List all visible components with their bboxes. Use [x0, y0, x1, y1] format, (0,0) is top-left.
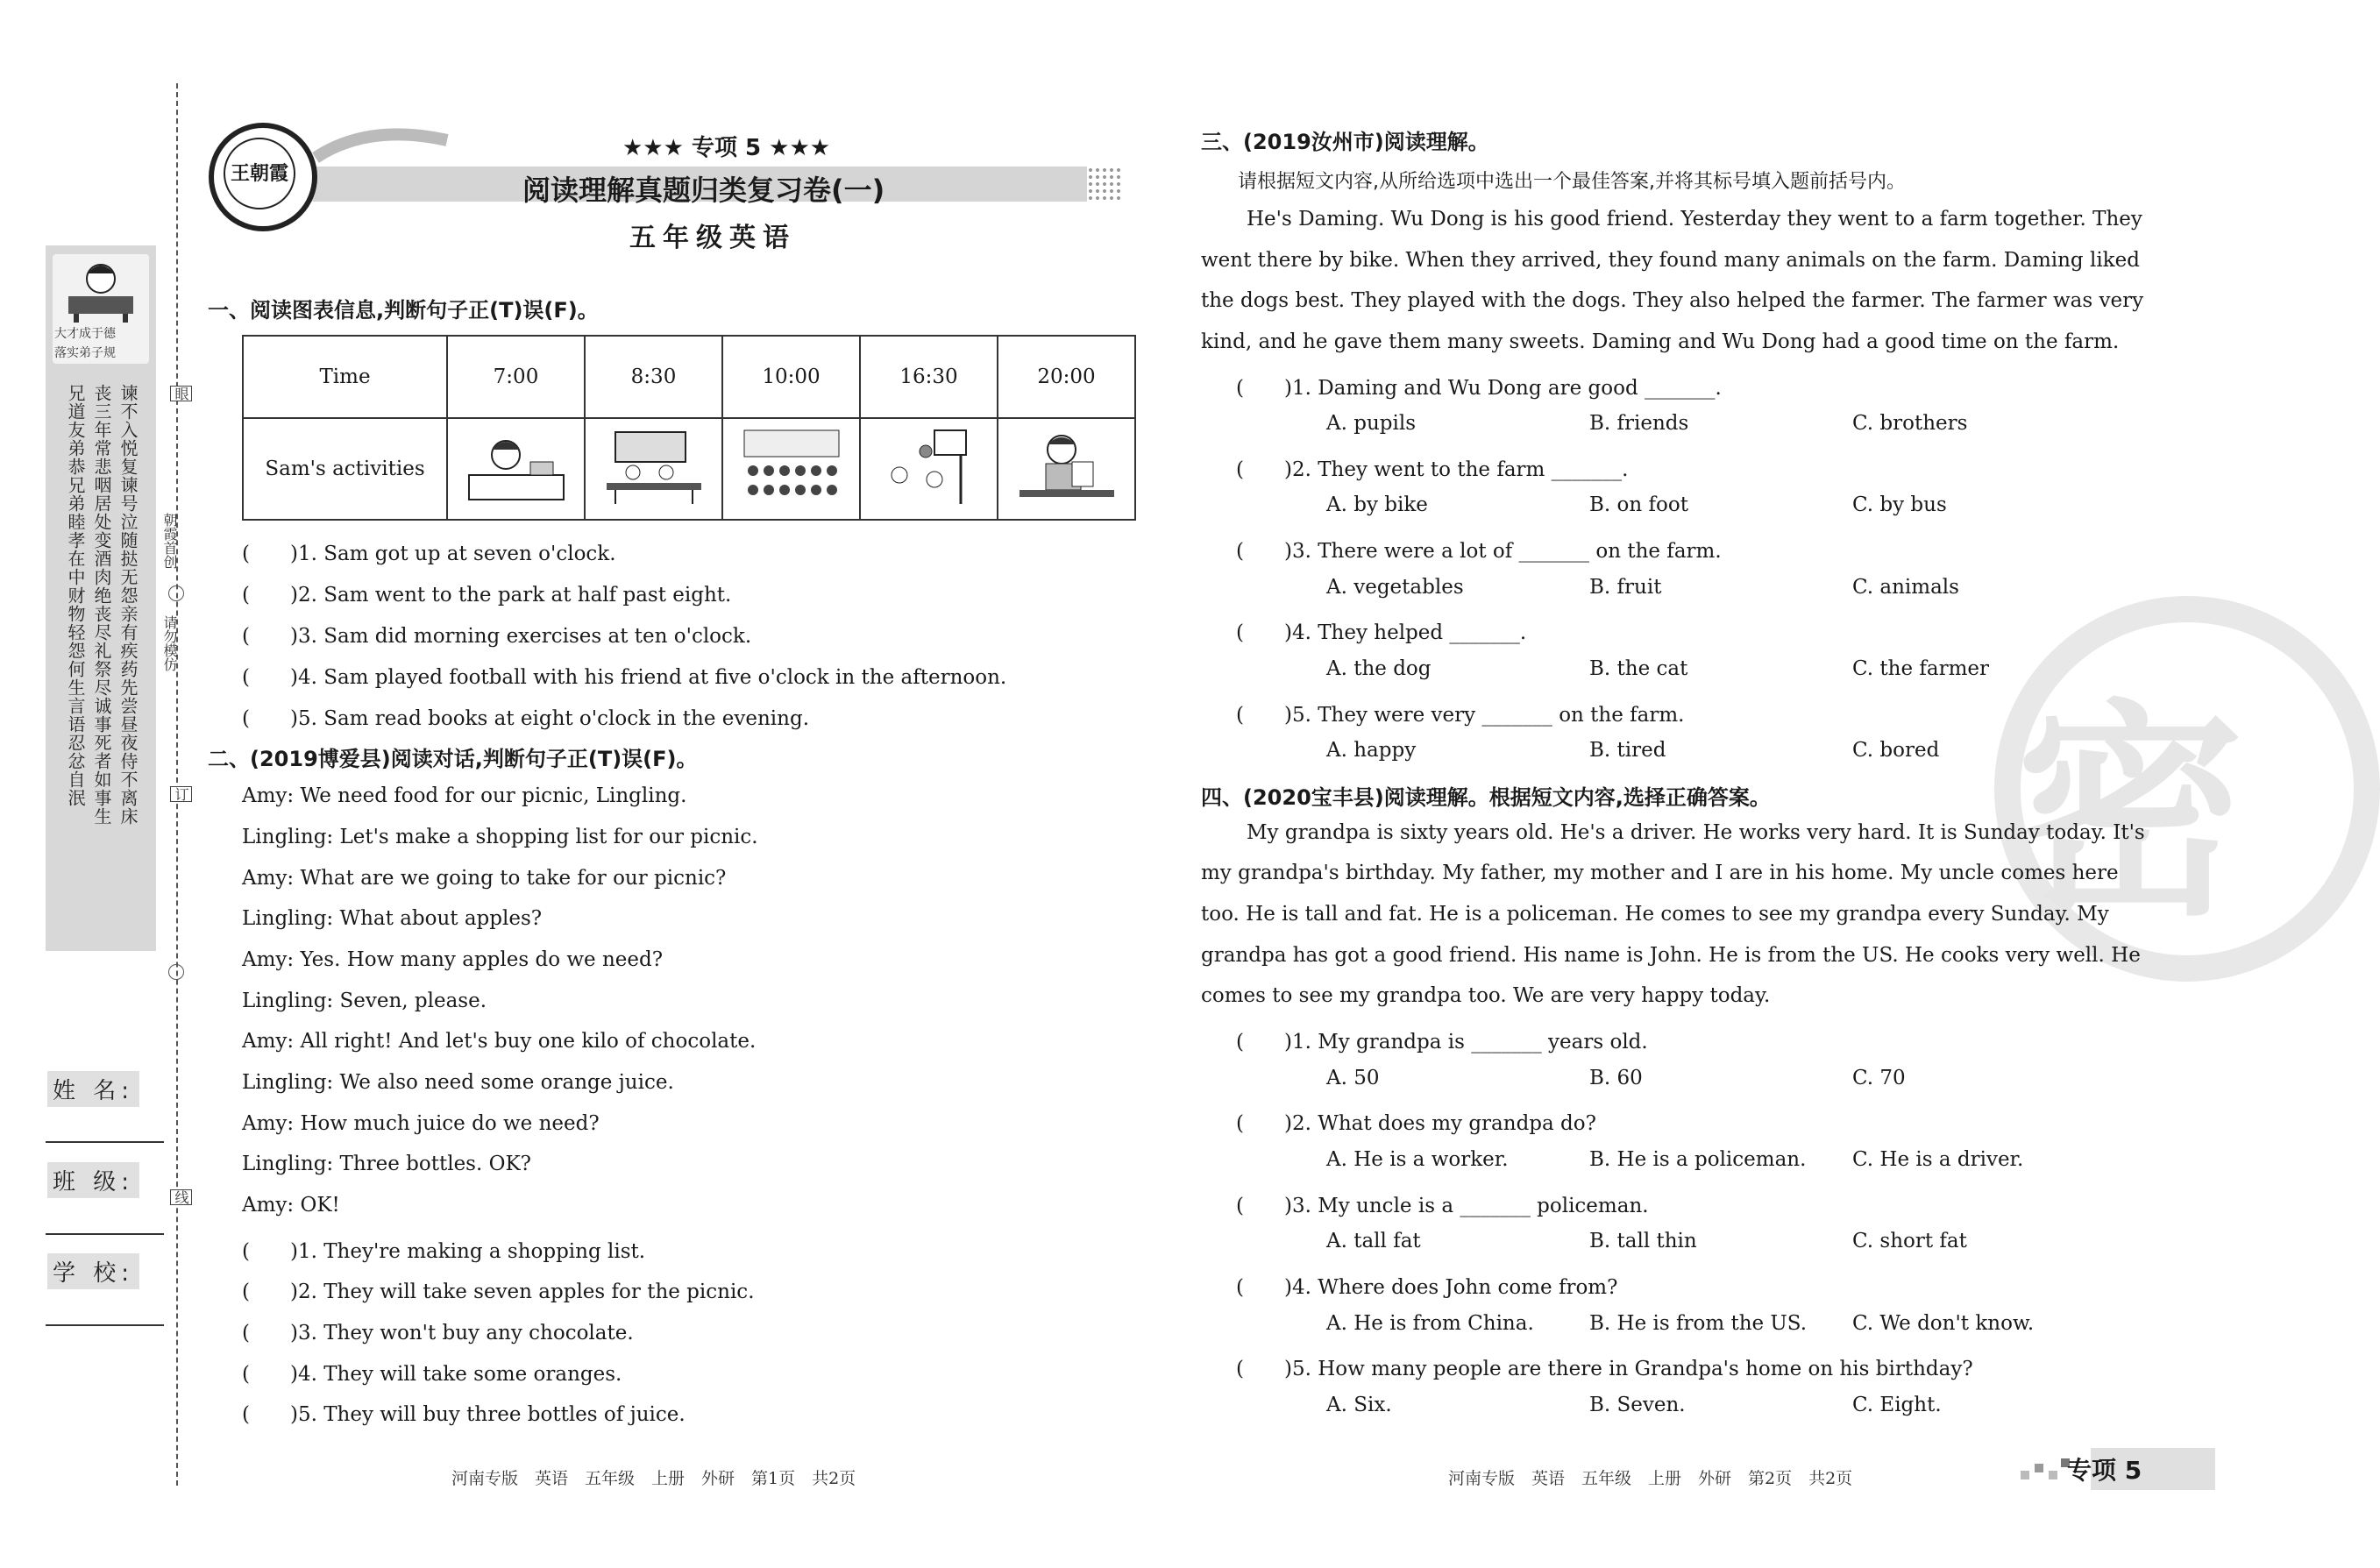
tag-ding: 订	[170, 786, 192, 802]
option-a: A. tall fat	[1326, 1230, 1421, 1252]
question-3-4: ( )4. They helped _______.	[1236, 621, 1527, 644]
name-label: 姓 名:	[47, 1071, 139, 1107]
dialogue-line: Lingling: Let's make a shopping list for our picnic.	[242, 826, 758, 848]
table-header-time: Time	[243, 336, 447, 418]
page-subtitle: 五年级英语	[629, 223, 796, 253]
option-b: B. tired	[1589, 739, 1666, 762]
passage-line: the dogs best. They played with the dogs. They also helped the farmer. The farmer was very	[1201, 289, 2144, 312]
activity-cell	[998, 418, 1135, 520]
option-c: C. We don't know.	[1852, 1312, 2035, 1335]
question-4-3: ( )3. My uncle is a _______ policeman.	[1236, 1195, 1649, 1217]
option-c: C. short fat	[1852, 1230, 1967, 1252]
question-2-2: ( )2. They will take seven apples for the picnic.	[242, 1281, 755, 1303]
school-label: 学 校:	[47, 1253, 139, 1289]
option-b: B. tall thin	[1589, 1230, 1697, 1252]
option-a: A. 50	[1326, 1067, 1380, 1089]
ribbon-decoration	[316, 114, 456, 167]
section-3-instruction: 请根据短文内容,从所给选项中选出一个最佳答案,并将其标号填入题前括号内。	[1238, 171, 1906, 193]
passage-line: kind, and he gave them many sweets. Daming and Wu Dong had a good time on the farm.	[1201, 330, 2120, 353]
option-b: B. He is a policeman.	[1589, 1148, 1807, 1171]
schedule-table	[242, 335, 1136, 521]
question-1-1: ( )1. Sam got up at seven o'clock.	[242, 543, 616, 565]
classroom-illustration	[598, 427, 710, 506]
copyright-note: 朝霞首创	[161, 513, 178, 569]
option-a: A. He is from China.	[1326, 1312, 1534, 1335]
punch-hole-icon	[168, 585, 184, 601]
time-cell: 16:30	[860, 336, 998, 418]
option-b: B. He is from the US.	[1589, 1312, 1808, 1335]
corner-dots-decoration	[2021, 1455, 2073, 1485]
section-3-heading: 三、(2019汝州市)阅读理解。	[1201, 130, 1489, 154]
option-c: C. brothers	[1852, 412, 1968, 435]
table-header-activities: Sam's activities	[243, 418, 447, 520]
time-cell: 8:30	[585, 336, 722, 418]
question-3-5: ( )5. They were very _______ on the farm.	[1236, 704, 1685, 727]
option-a: A. vegetables	[1326, 576, 1464, 599]
time-cell: 20:00	[998, 336, 1135, 418]
passage-line: went there by bike. When they arrived, they found many animals on the farm. Daming liked	[1201, 249, 2140, 272]
passage-line: my grandpa's birthday. My father, my mother and I are in his home. My uncle comes here	[1201, 862, 2119, 884]
question-1-3: ( )3. Sam did morning exercises at ten o'clock.	[242, 625, 752, 648]
dialogue-line: Lingling: Seven, please.	[242, 990, 487, 1012]
dialogue-line: Lingling: Three bottles. OK?	[242, 1153, 531, 1175]
dialogue-line: Lingling: We also need some orange juice.	[242, 1071, 674, 1094]
footer-left: 河南专版 英语 五年级 上册 外研 第1页 共2页	[451, 1469, 856, 1488]
series-label: ★★★ 专项 5 ★★★	[622, 135, 831, 161]
dialogue-line: Amy: We need food for our picnic, Lingling.	[242, 784, 687, 807]
dialogue-line: Amy: How much juice do we need?	[242, 1112, 600, 1135]
option-a: A. pupils	[1326, 412, 1417, 435]
basketball-illustration	[873, 427, 985, 506]
tag-yan: 眼	[170, 386, 192, 401]
activity-cell	[722, 418, 860, 520]
question-4-4: ( )4. Where does John come from?	[1236, 1276, 1618, 1299]
title-banner-pattern	[1087, 167, 1122, 202]
question-3-1: ( )1. Daming and Wu Dong are good _______.	[1236, 377, 1722, 400]
option-b: B. on foot	[1589, 493, 1688, 516]
passage-line: My grandpa is sixty years old. He's a driver. He works very hard. It is Sunday today. It's	[1247, 821, 2145, 844]
question-4-1: ( )1. My grandpa is _______ years old.	[1236, 1031, 1648, 1054]
option-c: C. the farmer	[1852, 657, 1990, 680]
option-c: C. animals	[1852, 576, 1959, 599]
slogan-line-1: 大才成于德	[54, 327, 116, 341]
dialogue-line: Amy: All right! And let's buy one kilo of chocolate.	[242, 1030, 757, 1053]
option-b: B. fruit	[1589, 576, 1662, 599]
page-title: 阅读理解真题归类复习卷(一)	[522, 174, 885, 207]
reading-illustration	[1011, 427, 1123, 506]
option-c: C. by bus	[1852, 493, 1947, 516]
class-field[interactable]	[46, 1233, 164, 1235]
corner-label: 专项 5	[2067, 1456, 2142, 1485]
option-c: C. bored	[1852, 739, 1940, 762]
question-3-2: ( )2. They went to the farm _______.	[1236, 458, 1629, 481]
footer-right: 河南专版 英语 五年级 上册 外研 第2页 共2页	[1448, 1469, 1853, 1488]
question-1-4: ( )4. Sam played football with his friend at five o'clock in the afternoon.	[242, 666, 1007, 689]
question-1-2: ( )2. Sam went to the park at half past eight.	[242, 584, 732, 607]
slogan-line-2: 落实弟子规	[54, 346, 116, 360]
motto-column-1: 谏不入悦复谏号泣随挞无怨亲有疾药先尝昼夜侍不离床	[117, 384, 139, 826]
question-2-4: ( )4. They will take some oranges.	[242, 1363, 622, 1386]
mascot-illustration	[53, 254, 149, 324]
question-2-5: ( )5. They will buy three bottles of juice.	[242, 1403, 686, 1426]
question-4-2: ( )2. What does my grandpa do?	[1236, 1112, 1596, 1135]
activity-cell	[585, 418, 722, 520]
school-field[interactable]	[46, 1324, 164, 1326]
option-b: B. the cat	[1589, 657, 1688, 680]
option-c: C. He is a driver.	[1852, 1148, 2024, 1171]
option-a: A. by bike	[1326, 493, 1428, 516]
option-c: C. 70	[1852, 1067, 1906, 1089]
option-a: A. the dog	[1326, 657, 1432, 680]
dialogue-line: Amy: What are we going to take for our picnic?	[242, 867, 727, 890]
option-b: B. 60	[1589, 1067, 1643, 1089]
time-cell: 10:00	[722, 336, 860, 418]
punch-hole-icon	[168, 964, 184, 980]
motto-column-3: 兄道友弟恭兄弟睦孝在中财物轻怨何生言语忍忿自泯	[65, 384, 86, 807]
option-b: B. Seven.	[1589, 1394, 1686, 1416]
passage-line: comes to see my grandpa too. We are very happy today.	[1201, 984, 1771, 1007]
section-2-heading: 二、(2019博爱县)阅读对话,判断句子正(T)误(F)。	[208, 747, 698, 771]
passage-line: too. He is tall and fat. He is a policeman. He comes to see my grandpa every Sunday. My	[1201, 903, 2109, 926]
option-b: B. friends	[1589, 412, 1689, 435]
question-1-5: ( )5. Sam read books at eight o'clock in the evening.	[242, 707, 810, 730]
fold-line	[176, 83, 178, 1486]
activity-cell	[860, 418, 998, 520]
section-4-heading: 四、(2020宝丰县)阅读理解。根据短文内容,选择正确答案。	[1201, 785, 1771, 810]
dialogue-line: Amy: OK!	[242, 1194, 340, 1217]
question-3-3: ( )3. There were a lot of _______ on the farm.	[1236, 540, 1722, 563]
question-2-3: ( )3. They won't buy any chocolate.	[242, 1322, 634, 1345]
activity-cell	[447, 418, 585, 520]
option-a: A. Six.	[1326, 1394, 1392, 1416]
question-2-1: ( )1. They're making a shopping list.	[242, 1240, 646, 1263]
passage-line: He's Daming. Wu Dong is his good friend. Yesterday they went to a farm together. They	[1247, 208, 2142, 231]
no-imitate-note: 请勿模仿	[161, 615, 178, 671]
motto-column-2: 丧三年常悲咽居处变酒肉绝丧尽礼祭尽诚事死者如事生	[91, 384, 112, 826]
tag-xian: 线	[170, 1189, 192, 1205]
dialogue-line: Amy: Yes. How many apples do we need?	[242, 948, 664, 971]
time-cell: 7:00	[447, 336, 585, 418]
watermark-text: 密	[2016, 679, 2244, 947]
exercises-illustration	[735, 427, 848, 506]
section-1-heading: 一、阅读图表信息,判断句子正(T)误(F)。	[208, 298, 599, 323]
brand-logo-text: 王朝霞	[224, 138, 295, 209]
option-a: A. He is a worker.	[1326, 1148, 1509, 1171]
name-field[interactable]	[46, 1141, 164, 1143]
option-c: C. Eight.	[1852, 1394, 1942, 1416]
question-4-5: ( )5. How many people are there in Grandpa's home on his birthday?	[1236, 1358, 1973, 1380]
wake-up-illustration	[460, 427, 572, 506]
class-label: 班 级:	[47, 1162, 139, 1198]
table-row-time	[243, 336, 1135, 418]
table-row-activities	[243, 418, 1135, 520]
dialogue-line: Lingling: What about apples?	[242, 907, 543, 930]
passage-line: grandpa has got a good friend. His name is John. He is from the US. He cooks very well. He	[1201, 944, 2141, 967]
option-a: A. happy	[1326, 739, 1417, 762]
